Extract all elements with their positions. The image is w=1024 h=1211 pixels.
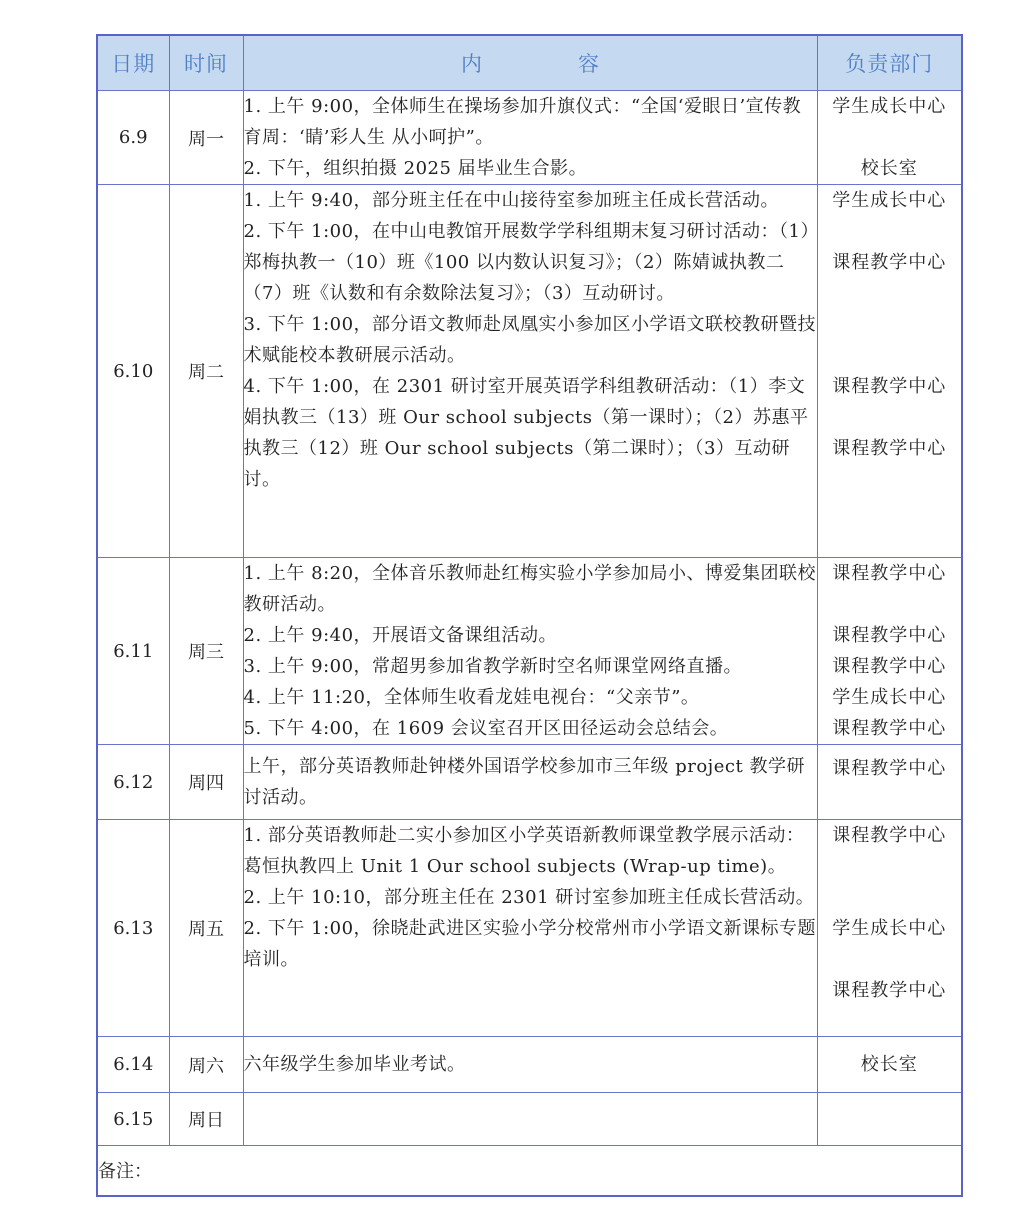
content-item: 六年级学生参加毕业考试。 xyxy=(243,1054,466,1075)
row-content xyxy=(243,745,817,820)
dept-line xyxy=(818,122,962,153)
row-day: 周三 xyxy=(169,558,243,745)
row-day: 周一 xyxy=(169,91,243,185)
dept-line xyxy=(818,402,962,433)
dept-line: 学生成长中心 xyxy=(832,96,947,117)
dept-line xyxy=(818,851,962,882)
dept-line: 课程教学中心 xyxy=(832,438,947,459)
content-item: 1. 上午 8:20，全体音乐教师赴红梅实验小学参加局小、博爱集团联校教研活动。 xyxy=(243,563,817,615)
content-item: 3. 下午 1:00，部分语文教师赴凤凰实小参加区小学语文联校教研暨技术赋能校本教研展示活动。 xyxy=(243,314,817,366)
row-date: 6.15 xyxy=(97,1093,169,1146)
dept-line: 课程教学中心 xyxy=(832,625,947,646)
dept-line xyxy=(818,944,962,975)
dept-line: 课程教学中心 xyxy=(832,980,947,1001)
dept-line xyxy=(818,278,962,309)
row-dept xyxy=(817,745,962,820)
row-date: 6.9 xyxy=(97,91,169,185)
row-6-9 xyxy=(97,91,962,185)
row-date: 6.13 xyxy=(97,820,169,1037)
row-day: 周日 xyxy=(169,1093,243,1146)
header-dept: 负责部门 xyxy=(817,35,962,91)
row-dept xyxy=(817,1093,962,1146)
header-content-b: 容 xyxy=(578,52,599,76)
row-content xyxy=(243,558,817,745)
content-item: 1. 部分英语教师赴二实小参加区小学英语新教师课堂教学展示活动：葛恒执教四上 Unit 1 Our school subjects (Wrap-up time)。 xyxy=(243,825,805,877)
dept-line: 学生成长中心 xyxy=(832,687,947,708)
content-item: 5. 下午 4:00，在 1609 会议室召开区田径运动会总结会。 xyxy=(243,718,729,739)
dept-line: 课程教学中心 xyxy=(832,376,947,397)
row-day: 周六 xyxy=(169,1037,243,1093)
content-item: 2. 上午 10:10，部分班主任在 2301 研讨室参加班主任成长营活动。 xyxy=(243,887,815,908)
header-date: 日期 xyxy=(97,35,169,91)
dept-line xyxy=(818,216,962,247)
row-content xyxy=(243,1093,817,1146)
dept-line: 学生成长中心 xyxy=(832,190,947,211)
weekly-schedule-table xyxy=(96,34,963,1197)
header-content xyxy=(243,35,817,91)
row-day: 周二 xyxy=(169,185,243,558)
row-day: 周五 xyxy=(169,820,243,1037)
dept-line xyxy=(818,882,962,913)
row-dept xyxy=(817,1037,962,1093)
dept-line xyxy=(818,589,962,620)
row-date: 6.12 xyxy=(97,745,169,820)
dept-line: 课程教学中心 xyxy=(832,656,947,677)
dept-line xyxy=(818,309,962,340)
row-date: 6.14 xyxy=(97,1037,169,1093)
content-item: 2. 下午 1:00，徐晓赴武进区实验小学分校常州市小学语文新课标专题培训。 xyxy=(243,918,817,970)
dept-line: 课程教学中心 xyxy=(832,252,947,273)
dept-line: 课程教学中心 xyxy=(832,758,947,779)
row-6-10 xyxy=(97,185,962,558)
row-content xyxy=(243,185,817,558)
row-dept xyxy=(817,185,962,558)
row-content xyxy=(243,1037,817,1093)
row-date: 6.10 xyxy=(97,185,169,558)
notes-row xyxy=(97,1146,962,1196)
dept-line: 课程教学中心 xyxy=(832,563,947,584)
row-6-13 xyxy=(97,820,962,1037)
row-content xyxy=(243,820,817,1037)
header-time: 时间 xyxy=(169,35,243,91)
dept-line xyxy=(818,340,962,371)
row-dept xyxy=(817,820,962,1037)
row-content xyxy=(243,91,817,185)
content-item: 2. 下午，组织拍摄 2025 届毕业生合影。 xyxy=(243,158,588,179)
row-6-12 xyxy=(97,745,962,820)
row-6-11 xyxy=(97,558,962,745)
dept-line: 课程教学中心 xyxy=(832,718,947,739)
content-item: 2. 上午 9:40，开展语文备课组活动。 xyxy=(243,625,558,646)
row-date: 6.11 xyxy=(97,558,169,745)
content-item: 1. 上午 9:00，全体师生在操场参加升旗仪式：“全国‘爱眼日’宣传教育周：‘睛’彩人生 从小呵护”。 xyxy=(243,96,802,148)
dept-line: 校长室 xyxy=(860,158,918,179)
content-item: 1. 上午 9:40，部分班主任在中山接待室参加班主任成长营活动。 xyxy=(243,190,780,211)
dept-line: 课程教学中心 xyxy=(832,825,947,846)
row-dept xyxy=(817,91,962,185)
content-item: 4. 上午 11:20，全体师生收看龙娃电视台：“父亲节”。 xyxy=(243,687,700,708)
content-item: 2. 下午 1:00，在中山电教馆开展数学学科组期末复习研讨活动：（1）郑梅执教一（10）班《100 以内数认识复习》；（2）陈婧诚执教二（7）班《认数和有余数除法复习》；（3）互动研讨。 xyxy=(243,221,810,304)
notes-label: 备注： xyxy=(97,1146,962,1196)
row-dept xyxy=(817,558,962,745)
row-day: 周四 xyxy=(169,745,243,820)
row-6-15 xyxy=(97,1093,962,1146)
dept-line: 学生成长中心 xyxy=(832,918,947,939)
row-6-14 xyxy=(97,1037,962,1093)
dept-line: 校长室 xyxy=(860,1054,918,1075)
header-row xyxy=(97,35,962,91)
content-item: 3. 上午 9:00，常超男参加省教学新时空名师课堂网络直播。 xyxy=(243,656,743,677)
content-item: 上午，部分英语教师赴钟楼外国语学校参加市三年级 project 教学研讨活动。 xyxy=(243,756,805,808)
header-content-a: 内 xyxy=(461,52,482,76)
content-item: 4. 下午 1:00，在 2301 研讨室开展英语学科组教研活动：（1）李文娟执教三（13）班 Our school subjects（第一课时）；（2）苏惠平执教三（12）班 Our school subjects（第二课时）；（3）互动研讨。 xyxy=(243,376,809,490)
